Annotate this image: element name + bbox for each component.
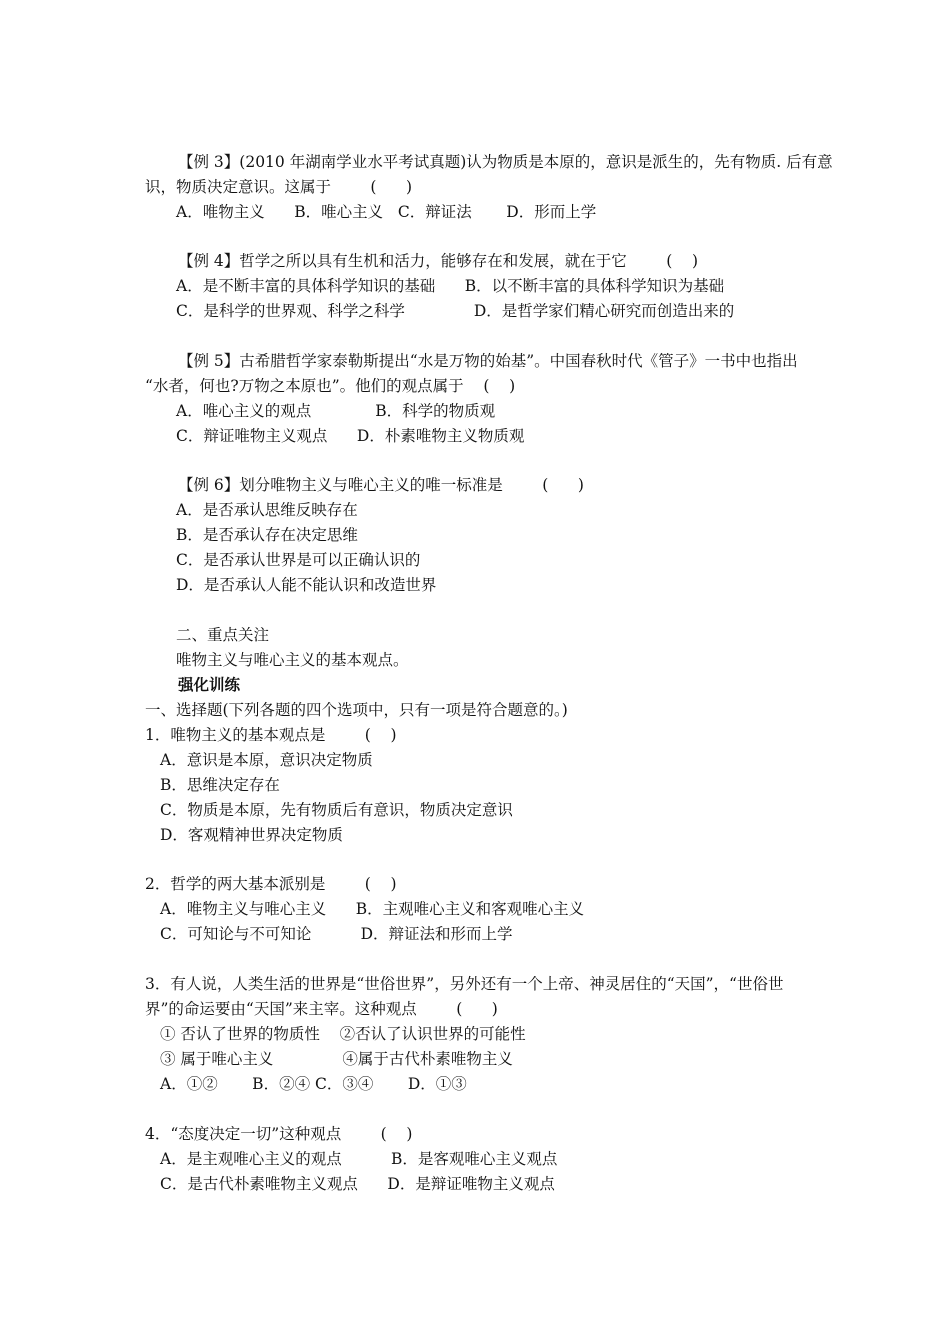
example-5-options-cd: C．辩证唯物主义观点 D．朴素唯物主义物质观 [176, 427, 525, 445]
question-4-options-cd: C．是古代朴素唯物主义观点 D．是辩证唯物主义观点 [160, 1175, 555, 1193]
example-6-option-c: C．是否承认世界是可以正确认识的 [176, 551, 421, 569]
example-5-options-ab: A．唯心主义的观点 B．科学的物质观 [176, 402, 496, 420]
question-1-option-d: D．客观精神世界决定物质 [160, 826, 343, 844]
example-6-option-a: A．是否承认思维反映存在 [176, 501, 358, 519]
example-6-stem: 【例 6】划分唯物主义与唯心主义的唯一标准是 ( ) [178, 476, 584, 494]
example-4-options-ab: A．是不断丰富的具体科学知识的基础 B．以不断丰富的具体科学知识为基础 [176, 277, 725, 295]
question-3-stem-line-1: 3．有人说，人类生活的世界是“世俗世界”，另外还有一个上帝、神灵居住的“天国”，“世俗世 [145, 975, 784, 993]
question-4-options-ab: A．是主观唯心主义的观点 B．是客观唯心主义观点 [160, 1150, 558, 1168]
example-4-options-cd: C．是科学的世界观、科学之科学 D．是哲学家们精心研究而创造出来的 [176, 302, 735, 320]
question-3-statements-34: ③ 属于唯心主义 ④属于古代朴素唯物主义 [160, 1050, 513, 1068]
example-6-option-d: D．是否承认人能不能认识和改造世界 [176, 576, 437, 594]
question-1-option-c: C．物质是本原，先有物质后有意识，物质决定意识 [160, 801, 513, 819]
example-3-options: A．唯物主义 B．唯心主义 C．辩证法 D．形而上学 [176, 203, 597, 221]
example-3-stem-line-1: 【例 3】(2010 年湖南学业水平考试真题)认为物质是本原的，意识是派生的，先有物质. 后有意 [178, 153, 833, 171]
question-2-stem: 2．哲学的两大基本派别是 ( ) [145, 875, 397, 893]
example-4-stem: 【例 4】哲学之所以具有生机和活力，能够存在和发展，就在于它 ( ) [178, 252, 699, 270]
question-4-stem: 4．“态度决定一切”这种观点 ( ) [145, 1125, 413, 1143]
question-1-option-b: B．思维决定存在 [160, 776, 280, 794]
section-heading-multiple-choice: 一、选择题(下列各题的四个选项中，只有一项是符合题意的。) [145, 701, 568, 719]
question-3-stem-line-2: 界”的命运要由“天国”来主宰。这种观点 ( ) [145, 1000, 498, 1018]
focus-text: 唯物主义与唯心主义的基本观点。 [176, 651, 409, 669]
question-2-options-cd: C．可知论与不可知论 D．辩证法和形而上学 [160, 925, 513, 943]
question-3-options: A．①② B．②④ C．③④ D．①③ [160, 1075, 467, 1093]
focus-heading: 二、重点关注 [176, 626, 270, 644]
training-heading: 强化训练 [178, 675, 241, 694]
question-1-stem: 1．唯物主义的基本观点是 ( ) [145, 726, 397, 744]
example-3-stem-line-2: 识，物质决定意识。这属于 ( ) [145, 178, 413, 196]
question-1-option-a: A．意识是本原，意识决定物质 [160, 751, 373, 769]
question-2-options-ab: A．唯物主义与唯心主义 B．主观唯心主义和客观唯心主义 [160, 900, 585, 918]
example-6-option-b: B．是否承认存在决定思维 [176, 526, 358, 544]
example-5-stem-line-1: 【例 5】古希腊哲学家泰勒斯提出“水是万物的始基”。中国春秋时代《管子》一书中也指出 [178, 352, 798, 370]
example-5-stem-line-2: “水者，何也?万物之本原也”。他们的观点属于 ( ) [145, 377, 516, 395]
question-3-statements-12: ① 否认了世界的物质性 ②否认了认识世界的可能性 [160, 1025, 526, 1043]
